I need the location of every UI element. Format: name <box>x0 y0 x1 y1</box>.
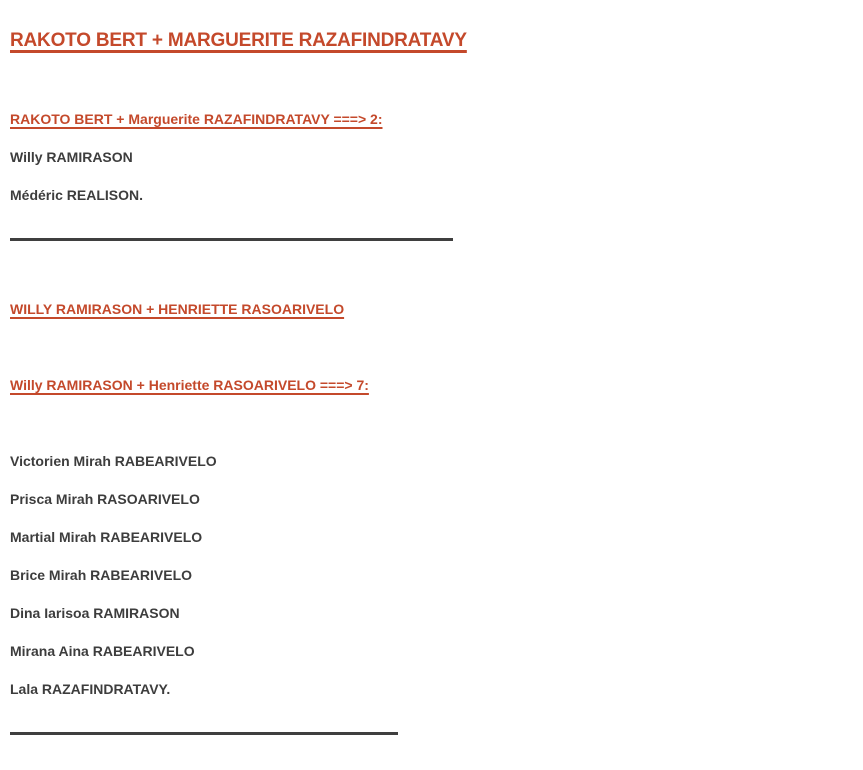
section-divider <box>10 238 453 241</box>
family2-child-name: Martial Mirah RABEARIVELO <box>10 529 203 545</box>
family1-child-name: Willy RAMIRASON <box>10 149 133 165</box>
family1-union-heading: RAKOTO BERT + Marguerite RAZAFINDRATAVY ===> 2: <box>10 111 383 127</box>
family2-child-name: Prisca Mirah RASOARIVELO <box>10 491 200 507</box>
family2-union-heading: Willy RAMIRASON + Henriette RASOARIVELO ===> 7: <box>10 377 369 393</box>
family2-couple-heading: WILLY RAMIRASON + HENRIETTE RASOARIVELO <box>10 301 345 317</box>
section-divider <box>10 732 398 735</box>
family2-child-name: Brice Mirah RABEARIVELO <box>10 567 193 583</box>
family1-child-name: Médéric REALISON. <box>10 187 144 203</box>
family2-child-name: Mirana Aina RABEARIVELO <box>10 643 195 659</box>
family2-child-name: Victorien Mirah RABEARIVELO <box>10 453 217 469</box>
document-title: RAKOTO BERT + MARGUERITE RAZAFINDRATAVY <box>10 30 467 51</box>
family2-child-name: Dina Iarisoa RAMIRASON <box>10 605 180 621</box>
family2-child-name: Lala RAZAFINDRATAVY. <box>10 681 171 697</box>
